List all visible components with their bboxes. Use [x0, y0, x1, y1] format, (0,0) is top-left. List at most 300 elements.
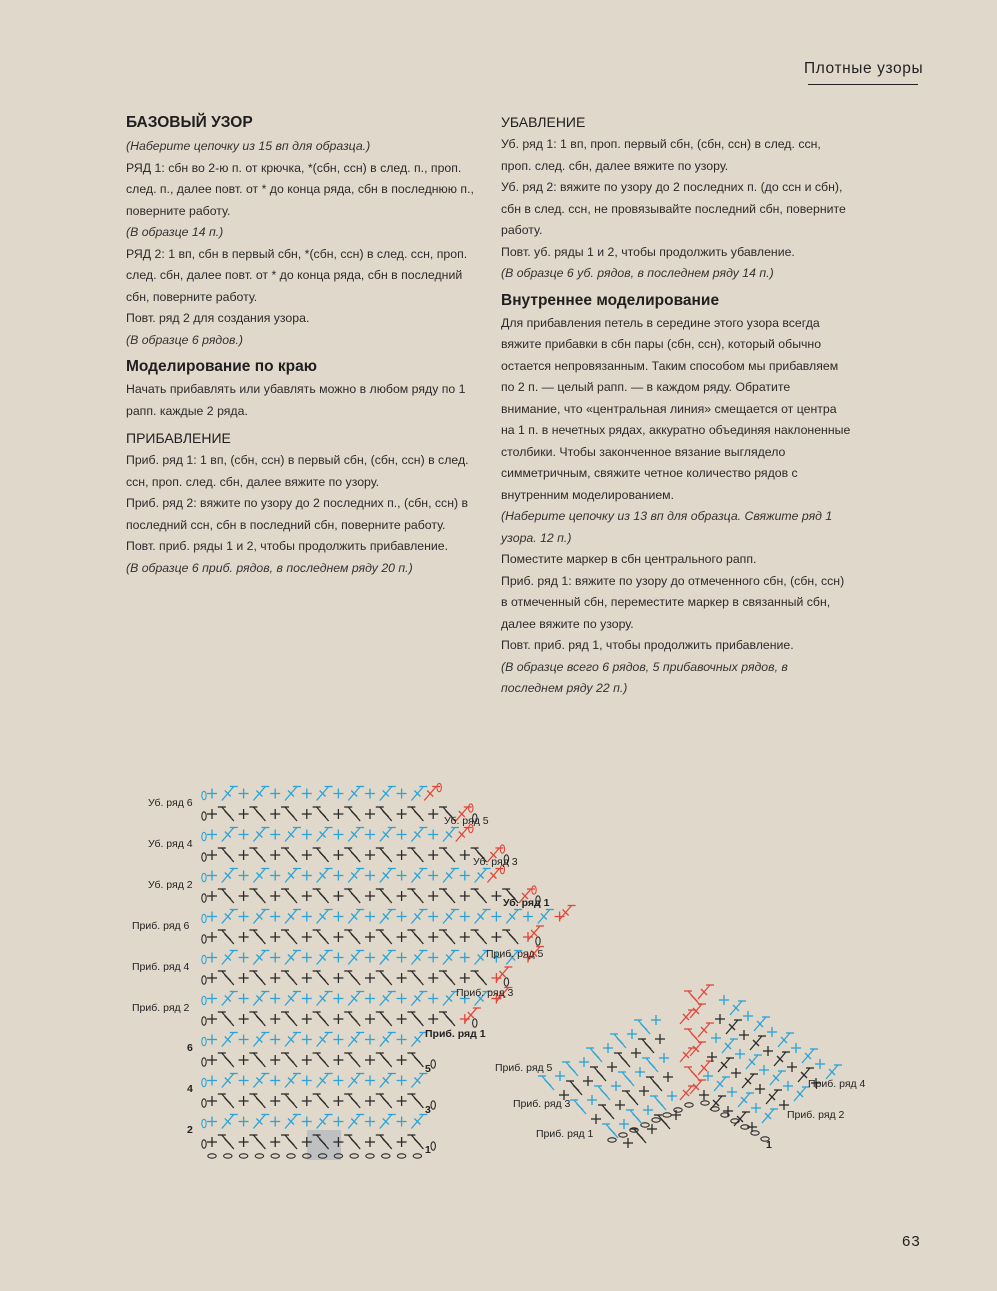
tall-stitch-symbol — [218, 1012, 234, 1026]
paragraph: Уб. ряд 1: 1 вп, проп. первый сбн, (сбн, ссн) в след. ссн, проп. след. сбн, далее вяжите по узору. — [501, 137, 821, 173]
stitch-cross — [320, 975, 326, 981]
stitch-cross — [320, 1016, 326, 1022]
chart1-label-dec-row-1: Уб. ряд 1 — [503, 897, 550, 909]
sc-stitch-symbol — [365, 973, 375, 983]
sc-stitch-symbol — [397, 932, 407, 942]
stitch-cross — [383, 1139, 389, 1145]
sc-stitch-symbol — [397, 953, 407, 963]
sc-stitch-symbol — [302, 850, 312, 860]
sc-stitch-symbol — [365, 871, 375, 881]
sc-stitch-symbol — [333, 1014, 343, 1024]
sc-stitch-symbol — [207, 1035, 217, 1045]
paragraph: Уб. ряд 2: вяжите по узору до 2 последних п. (до ссн и сбн), сбн в след. ссн, не провязывайте последний сбн, поверните работу. — [501, 180, 846, 237]
sc-stitch-symbol — [397, 1076, 407, 1086]
chart2-label-row-1: 1 — [766, 1139, 772, 1151]
sc-stitch-symbol — [767, 1027, 777, 1037]
chart1-label-row-2: 2 — [187, 1124, 193, 1136]
tall-stitch-symbol — [376, 1135, 392, 1149]
chain-stitch-symbol — [202, 1058, 206, 1066]
sc-stitch-symbol — [207, 809, 217, 819]
stitch-cross — [414, 1016, 420, 1022]
sc-stitch-symbol — [302, 973, 312, 983]
stitch-cross — [225, 1057, 231, 1063]
stitch-cross — [414, 811, 420, 817]
stitch-cross — [593, 1052, 599, 1058]
sc-stitch-symbol — [460, 953, 470, 963]
tall-stitch-symbol — [249, 930, 265, 944]
sc-stitch-symbol — [428, 973, 438, 983]
tall-stitch-symbol — [560, 906, 576, 920]
stitch-cross — [225, 852, 231, 858]
sc-stitch-symbol — [428, 871, 438, 881]
tall-stitch-symbol — [344, 807, 360, 821]
stitch-cross — [446, 934, 452, 940]
tall-stitch-symbol — [222, 1074, 238, 1088]
sc-stitch-symbol — [365, 1035, 375, 1045]
chain-stitch-symbol — [469, 804, 473, 812]
stitch-cross — [256, 852, 262, 858]
paragraph: Для прибавления петель в середине этого узора всегда вяжите прибавки в сбн пары (сбн, ссн), который обычно остается непровязанным. Таким способом мы прибавляем по 2 п. — целый рапп. — в каждом ряду. Обратите внимание, что «центральная линия» смещается от центра на 1 п. в нечетных рядах, аккуратно объединяя наклоненные столбики. Чтобы законченное вязание выглядело симметричным, свяжите четное количество рядов с внутренним моделированием. — [501, 315, 851, 502]
tall-stitch-symbol — [253, 787, 269, 801]
sc-stitch-symbol — [663, 1072, 673, 1082]
tall-stitch-symbol — [317, 992, 333, 1006]
sc-stitch-symbol — [302, 1096, 312, 1106]
tall-stitch-symbol — [317, 1115, 333, 1129]
tall-stitch-symbol — [222, 992, 238, 1006]
tall-stitch-symbol — [750, 1036, 766, 1050]
chain-stitch-symbol — [652, 1118, 660, 1122]
stitch-cross — [446, 852, 452, 858]
sc-stitch-symbol — [739, 1030, 749, 1040]
sc-stitch-symbol — [207, 994, 217, 1004]
tall-stitch-symbol — [285, 828, 301, 842]
tall-stitch-symbol — [407, 1135, 423, 1149]
stitch-cross — [637, 1133, 643, 1139]
stitch-cross — [256, 811, 262, 817]
sc-stitch-symbol — [791, 1043, 801, 1053]
sc-stitch-symbol — [270, 1076, 280, 1086]
chain-stitch-symbol — [202, 955, 206, 963]
tall-stitch-symbol — [411, 910, 427, 924]
paragraph: Повт. приб. ряд 1, чтобы продолжить прибавление. — [501, 638, 794, 652]
section-title: Плотные узоры — [804, 60, 924, 77]
paragraph: (В образце 6 уб. рядов, в последнем ряду 14 п.) — [501, 266, 774, 280]
tall-stitch-symbol — [411, 1074, 427, 1088]
stitch-cross — [625, 1076, 631, 1082]
sc-stitch-symbol — [239, 1035, 249, 1045]
stitch-cross — [609, 1128, 615, 1134]
paragraph: (Наберите цепочку из 15 вп для образца.) — [126, 139, 371, 153]
sc-stitch-symbol — [523, 932, 533, 942]
chain-stitch-symbol — [608, 1138, 616, 1142]
tall-stitch-symbol — [376, 848, 392, 862]
chart1-label-inc-row-3: Приб. ряд 3 — [456, 987, 514, 999]
tall-stitch-symbol — [376, 1094, 392, 1108]
tall-stitch-symbol — [407, 1053, 423, 1067]
sc-stitch-symbol — [647, 1124, 657, 1134]
stitch-cross — [605, 1109, 611, 1115]
tall-stitch-symbol — [698, 1061, 714, 1075]
chart1-label-inc-row-6: Приб. ряд 6 — [132, 920, 190, 932]
sc-stitch-symbol — [731, 1068, 741, 1078]
chain-stitch-symbol — [202, 996, 206, 1004]
stitch-cross — [383, 1016, 389, 1022]
tall-stitch-symbol — [506, 910, 522, 924]
stitch-cross — [383, 975, 389, 981]
sc-stitch-symbol — [397, 850, 407, 860]
stitch-cross — [320, 893, 326, 899]
chart1-label-dec-row-2: Уб. ряд 2 — [148, 879, 193, 891]
chain-stitch-symbol — [202, 976, 206, 984]
paragraph: Приб. ряд 2: вяжите по узору до 2 последних п., (сбн, ссн) в последний ссн, сбн в последний сбн, поверните работу. — [126, 496, 469, 532]
sc-stitch-symbol — [607, 1062, 617, 1072]
sc-stitch-symbol — [239, 1055, 249, 1065]
sc-stitch-symbol — [302, 1117, 312, 1127]
tall-stitch-symbol — [407, 889, 423, 903]
tall-stitch-symbol — [348, 951, 364, 965]
sc-stitch-symbol — [239, 891, 249, 901]
sc-stitch-symbol — [699, 1090, 709, 1100]
chain-stitch-symbol — [202, 1078, 206, 1086]
tall-stitch-symbol — [380, 992, 396, 1006]
tall-stitch-symbol — [317, 869, 333, 883]
sc-stitch-symbol — [302, 830, 312, 840]
tall-stitch-symbol — [313, 807, 329, 821]
sc-stitch-symbol — [239, 789, 249, 799]
tall-stitch-symbol — [407, 1012, 423, 1026]
tall-stitch-symbol — [411, 1115, 427, 1129]
stitch-cross — [256, 934, 262, 940]
sc-stitch-symbol — [579, 1057, 589, 1067]
sc-stitch-symbol — [270, 1055, 280, 1065]
sc-stitch-symbol — [397, 994, 407, 1004]
sc-stitch-symbol — [719, 995, 729, 1005]
tall-stitch-symbol — [754, 1017, 770, 1031]
chart2-label-inc-row-5: Приб. ряд 5 — [495, 1062, 553, 1074]
paragraph: Повт. уб. ряды 1 и 2, чтобы продолжить убавление. — [501, 244, 795, 259]
sc-stitch-symbol — [239, 850, 249, 860]
chain-stitch-symbol — [685, 1103, 693, 1107]
tall-stitch-symbol — [566, 1081, 582, 1095]
stitch-cross — [320, 852, 326, 858]
tall-stitch-symbol — [380, 1074, 396, 1088]
sc-stitch-symbol — [207, 912, 217, 922]
tall-stitch-symbol — [281, 971, 297, 985]
page-number: 63 — [902, 1233, 921, 1250]
sc-stitch-symbol — [397, 789, 407, 799]
sc-stitch-symbol — [428, 850, 438, 860]
tall-stitch-symbol — [411, 951, 427, 965]
sc-stitch-symbol — [333, 1076, 343, 1086]
tall-stitch-symbol — [313, 1053, 329, 1067]
stitch-cross — [446, 975, 452, 981]
sc-stitch-symbol — [270, 953, 280, 963]
sc-stitch-symbol — [207, 973, 217, 983]
sc-stitch-symbol — [302, 994, 312, 1004]
sc-stitch-symbol — [302, 809, 312, 819]
sc-stitch-symbol — [207, 953, 217, 963]
chart1-label-dec-row-3: Уб. ряд 3 — [473, 856, 518, 868]
tall-stitch-symbol — [348, 1115, 364, 1129]
tall-stitch-symbol — [348, 828, 364, 842]
tall-stitch-symbol — [376, 1053, 392, 1067]
sc-stitch-symbol — [635, 1067, 645, 1077]
tall-stitch-symbol — [802, 1049, 818, 1063]
sc-stitch-symbol — [239, 1014, 249, 1024]
chain-stitch-symbol — [674, 1108, 682, 1112]
chart2-label-inc-row-1: Приб. ряд 1 — [536, 1128, 594, 1140]
sc-stitch-symbol — [460, 871, 470, 881]
paragraph: РЯД 2: 1 вп, сбн в первый сбн, *(сбн, ссн) в след. ссн, проп. след. сбн, далее повт. от * до конца ряда, сбн в последний сбн, поверните работу. — [126, 246, 468, 304]
tall-stitch-symbol — [285, 1033, 301, 1047]
sc-stitch-symbol — [239, 1076, 249, 1086]
tall-stitch-symbol — [222, 869, 238, 883]
sc-stitch-symbol — [460, 891, 470, 901]
tall-stitch-symbol — [610, 1034, 626, 1048]
tall-stitch-symbol — [376, 889, 392, 903]
sc-stitch-symbol — [365, 932, 375, 942]
tall-stitch-symbol — [281, 848, 297, 862]
sc-stitch-symbol — [460, 1014, 470, 1024]
chain-stitch-symbol — [431, 1101, 435, 1109]
sc-stitch-symbol — [611, 1081, 621, 1091]
tall-stitch-symbol — [380, 1033, 396, 1047]
tall-stitch-symbol — [285, 1115, 301, 1129]
stitch-cross — [256, 1098, 262, 1104]
stitch-cross — [545, 1080, 551, 1086]
sc-stitch-symbol — [655, 1034, 665, 1044]
sc-stitch-symbol — [623, 1138, 633, 1148]
sc-stitch-symbol — [333, 789, 343, 799]
tall-stitch-symbol — [253, 828, 269, 842]
sc-stitch-symbol — [491, 912, 501, 922]
tall-stitch-symbol — [285, 869, 301, 883]
chain-stitch-symbol — [437, 783, 441, 791]
sc-stitch-symbol — [727, 1087, 737, 1097]
sc-stitch-symbol — [651, 1015, 661, 1025]
tall-stitch-symbol — [502, 930, 518, 944]
tall-stitch-symbol — [344, 930, 360, 944]
paragraph: Повт. приб. ряды 1 и 2, чтобы продолжить прибавление. — [126, 539, 449, 553]
sc-stitch-symbol — [239, 830, 249, 840]
sc-stitch-symbol — [333, 891, 343, 901]
tall-stitch-symbol — [380, 951, 396, 965]
stitch-cross — [288, 811, 294, 817]
sc-stitch-symbol — [302, 1055, 312, 1065]
sc-stitch-symbol — [555, 1071, 565, 1081]
sc-stitch-symbol — [302, 1014, 312, 1024]
tall-stitch-symbol — [538, 1076, 554, 1090]
sc-stitch-symbol — [302, 912, 312, 922]
sc-stitch-symbol — [302, 891, 312, 901]
tall-stitch-symbol — [680, 1048, 696, 1062]
tall-stitch-symbol — [684, 1067, 700, 1081]
sc-stitch-symbol — [207, 850, 217, 860]
chain-stitch-symbol — [413, 1154, 421, 1158]
tall-stitch-symbol — [249, 971, 265, 985]
tall-stitch-symbol — [738, 1093, 754, 1107]
paragraph: РЯД 1: сбн во 2-ю п. от крючка, *(сбн, ссн) в след. п., проп. след. п., далее повт. от * до конца ряда, сбн в последнюю п., поверните работу. — [126, 160, 474, 218]
chart2-label-inc-row-4: Приб. ряд 4 — [808, 1078, 866, 1090]
sc-stitch-symbol — [365, 1076, 375, 1086]
tall-stitch-symbol — [249, 1053, 265, 1067]
tall-stitch-symbol — [249, 889, 265, 903]
stitch-cross — [256, 1139, 262, 1145]
tall-stitch-symbol — [376, 1012, 392, 1026]
stitch-cross — [645, 1043, 651, 1049]
sc-stitch-symbol — [815, 1059, 825, 1069]
stitch-cross — [225, 1139, 231, 1145]
tall-stitch-symbol — [626, 1110, 642, 1124]
sc-stitch-symbol — [207, 871, 217, 881]
stitch-cross — [320, 811, 326, 817]
sc-stitch-symbol — [270, 1117, 280, 1127]
stitch-cross — [569, 1066, 575, 1072]
stitch-cross — [414, 1139, 420, 1145]
tall-stitch-symbol — [281, 889, 297, 903]
chart1-label-inc-row-2: Приб. ряд 2 — [132, 1002, 190, 1014]
sc-stitch-symbol — [397, 830, 407, 840]
tall-stitch-symbol — [218, 889, 234, 903]
sc-stitch-symbol — [333, 1055, 343, 1065]
tall-stitch-symbol — [317, 828, 333, 842]
stitch-cross — [414, 975, 420, 981]
tall-stitch-symbol — [698, 1023, 714, 1037]
sc-stitch-symbol — [365, 1137, 375, 1147]
tall-stitch-symbol — [411, 992, 427, 1006]
tall-stitch-symbol — [249, 1094, 265, 1108]
tall-stitch-symbol — [456, 828, 472, 842]
stitch-cross — [383, 811, 389, 817]
tall-stitch-symbol — [253, 910, 269, 924]
paragraph: (В образце 14 п.) — [126, 225, 224, 239]
sc-stitch-symbol — [428, 953, 438, 963]
chart1-label-row-6: 6 — [187, 1042, 193, 1054]
sc-stitch-symbol — [587, 1095, 597, 1105]
tall-stitch-symbol — [746, 1055, 762, 1069]
sc-stitch-symbol — [239, 932, 249, 942]
tall-stitch-symbol — [281, 930, 297, 944]
tall-stitch-symbol — [380, 910, 396, 924]
repeat-highlight — [307, 1130, 341, 1160]
sc-stitch-symbol — [397, 1035, 407, 1045]
chain-stitch-symbol — [202, 1140, 206, 1148]
stitch-cross — [621, 1057, 627, 1063]
tall-stitch-symbol — [471, 889, 487, 903]
sc-stitch-symbol — [591, 1114, 601, 1124]
tall-stitch-symbol — [443, 869, 459, 883]
sc-stitch-symbol — [743, 1011, 753, 1021]
paragraph: Приб. ряд 1: вяжите по узору до отмеченного сбн, (сбн, ссн) в отмеченный сбн, переместите маркер в связанный сбн, далее вяжите по узору. — [501, 573, 845, 631]
stitch-cross — [351, 811, 357, 817]
sc-stitch-symbol — [460, 850, 470, 860]
tall-stitch-symbol — [762, 1109, 778, 1123]
stitch-cross — [225, 934, 231, 940]
sc-stitch-symbol — [270, 1014, 280, 1024]
sc-stitch-symbol — [365, 789, 375, 799]
tall-stitch-symbol — [317, 910, 333, 924]
tall-stitch-symbol — [475, 869, 491, 883]
tall-stitch-symbol — [424, 787, 440, 801]
tall-stitch-symbol — [285, 1074, 301, 1088]
tall-stitch-symbol — [344, 889, 360, 903]
sc-stitch-symbol — [333, 953, 343, 963]
stitch-cross — [288, 1016, 294, 1022]
stitch-cross — [351, 975, 357, 981]
sc-stitch-symbol — [333, 1117, 343, 1127]
tall-stitch-symbol — [222, 951, 238, 965]
stitch-cross — [478, 893, 484, 899]
tall-stitch-symbol — [407, 848, 423, 862]
sc-stitch-symbol — [302, 1035, 312, 1045]
sc-stitch-symbol — [428, 809, 438, 819]
sc-stitch-symbol — [787, 1062, 797, 1072]
stitch-cross — [414, 893, 420, 899]
tall-stitch-symbol — [348, 1074, 364, 1088]
tall-stitch-symbol — [348, 992, 364, 1006]
tall-stitch-symbol — [487, 869, 503, 883]
sc-stitch-symbol — [460, 973, 470, 983]
stitch-cross — [288, 852, 294, 858]
sc-stitch-symbol — [207, 891, 217, 901]
chart2-label-inc-row-2: Приб. ряд 2 — [787, 1109, 845, 1121]
stitch-cross — [446, 893, 452, 899]
stitch-cross — [320, 1057, 326, 1063]
tall-stitch-symbol — [344, 971, 360, 985]
tall-stitch-symbol — [218, 848, 234, 862]
chain-stitch-symbol — [202, 1119, 206, 1127]
chain-stitch-symbol — [224, 1154, 232, 1158]
stitch-cross — [383, 934, 389, 940]
sc-stitch-symbol — [627, 1029, 637, 1039]
tall-stitch-symbol — [281, 1053, 297, 1067]
stitch-cross — [661, 1119, 667, 1125]
sc-stitch-symbol — [333, 973, 343, 983]
chart1-label-row-1: 1 — [425, 1144, 431, 1156]
sc-stitch-symbol — [428, 830, 438, 840]
chain-stitch-symbol — [202, 812, 206, 820]
stitch-cross — [657, 1100, 663, 1106]
tall-stitch-symbol — [562, 1062, 578, 1076]
tall-stitch-symbol — [344, 1135, 360, 1149]
chain-stitch-symbol — [431, 1142, 435, 1150]
sc-stitch-symbol — [735, 1049, 745, 1059]
tall-stitch-symbol — [222, 787, 238, 801]
chain-stitch-symbol — [536, 937, 540, 945]
sc-stitch-symbol — [615, 1100, 625, 1110]
tall-stitch-symbol — [774, 1052, 790, 1066]
tall-stitch-symbol — [348, 910, 364, 924]
sc-stitch-symbol — [723, 1106, 733, 1116]
sc-stitch-symbol — [270, 809, 280, 819]
tall-stitch-symbol — [586, 1048, 602, 1062]
sc-stitch-symbol — [270, 912, 280, 922]
tall-stitch-symbol — [718, 1058, 734, 1072]
stitch-cross — [601, 1090, 607, 1096]
sc-stitch-symbol — [207, 1117, 217, 1127]
tall-stitch-symbol — [407, 930, 423, 944]
sc-stitch-symbol — [270, 1096, 280, 1106]
chain-stitch-symbol — [202, 935, 206, 943]
sc-stitch-symbol — [365, 994, 375, 1004]
stitch-cross — [573, 1085, 579, 1091]
sc-stitch-symbol — [270, 994, 280, 1004]
basic-pattern-title: БАЗОВЫЙ УЗОР — [126, 114, 253, 131]
tall-stitch-symbol — [249, 1135, 265, 1149]
stitch-cross — [351, 1057, 357, 1063]
sc-stitch-symbol — [397, 809, 407, 819]
tall-stitch-symbol — [313, 1012, 329, 1026]
